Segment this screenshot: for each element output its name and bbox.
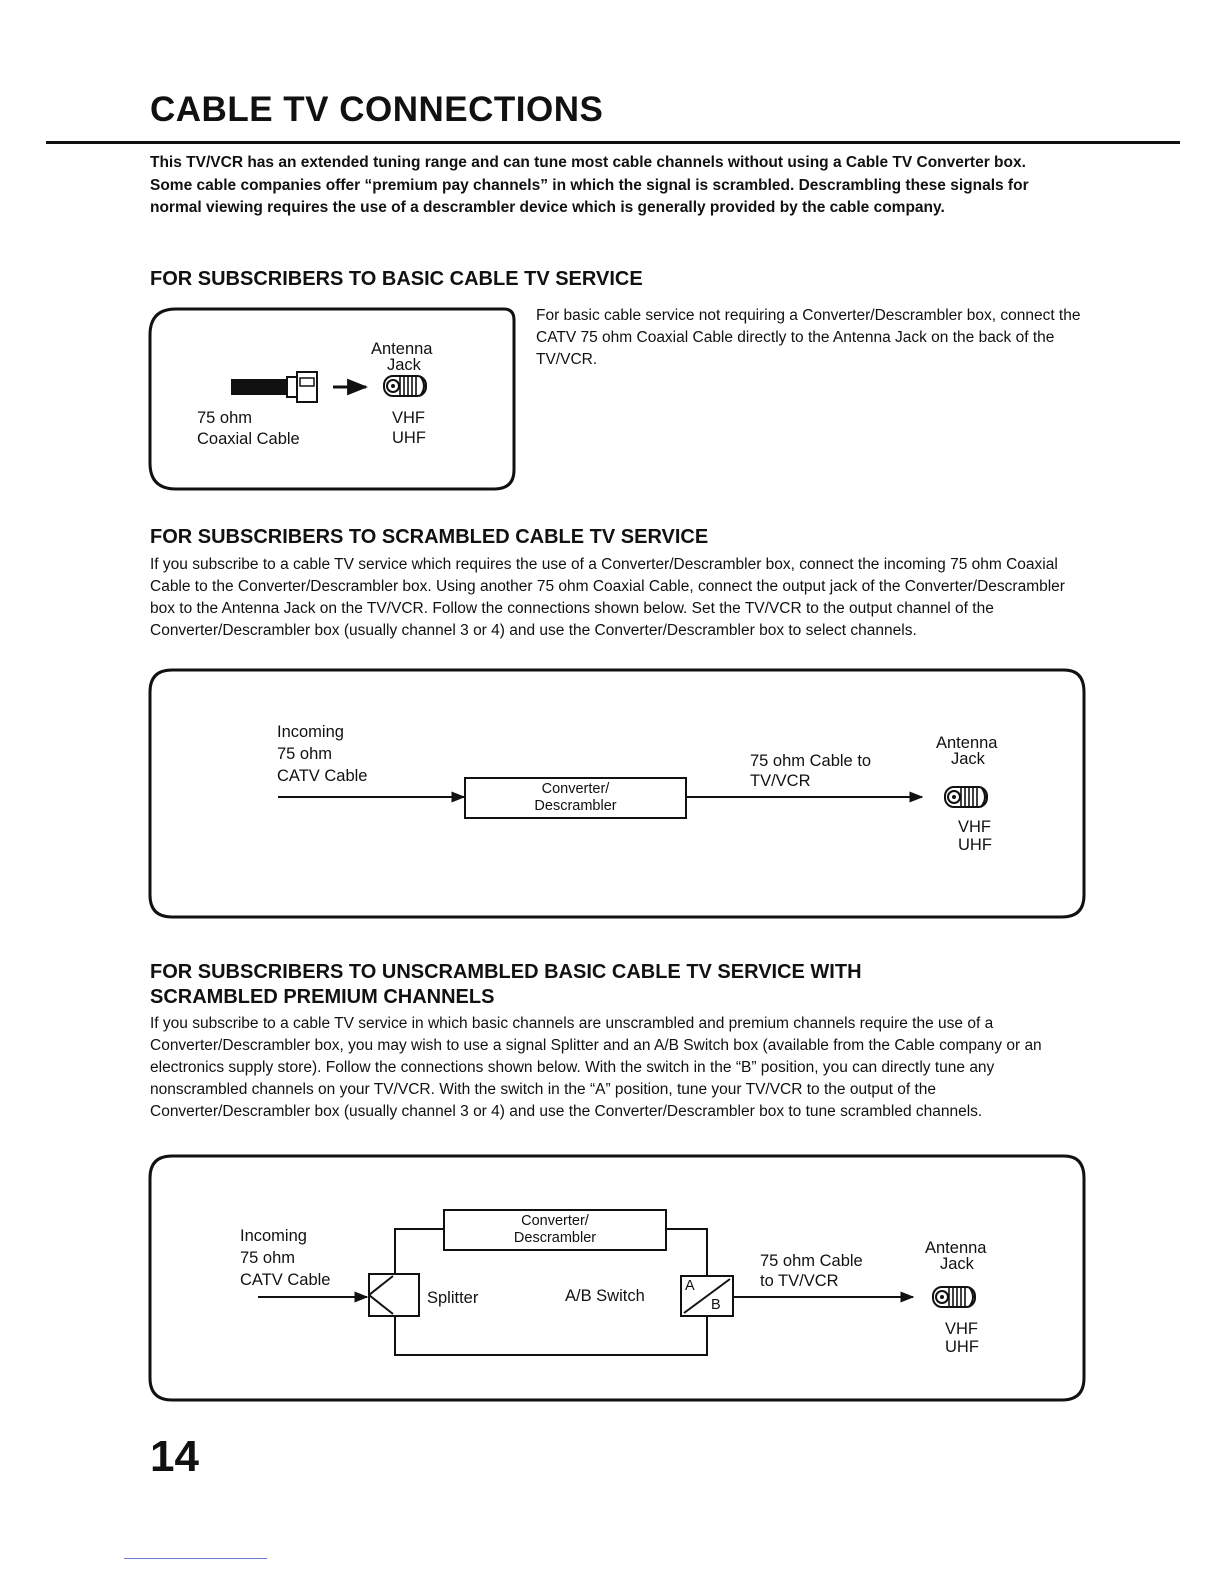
route-top-right bbox=[666, 1229, 707, 1276]
route-bottom bbox=[395, 1316, 707, 1355]
output-cable-label: 75 ohm Cable to bbox=[750, 752, 872, 770]
output-cable-label-3: 75 ohm Cable bbox=[760, 1252, 863, 1270]
jack-label-3: Jack bbox=[940, 1255, 974, 1273]
switch-b-label: B bbox=[711, 1297, 721, 1313]
antenna-label-2: Antenna bbox=[936, 734, 998, 752]
coax-cable-plug bbox=[231, 372, 317, 402]
incoming-ohm-label: 75 ohm bbox=[277, 745, 333, 763]
output-tvvcr-label-3: to TV/VCR bbox=[760, 1272, 839, 1290]
route-top-left bbox=[395, 1229, 444, 1274]
output-tvvcr-label: TV/VCR bbox=[750, 772, 811, 790]
incoming-ohm-label-3: 75 ohm bbox=[240, 1249, 296, 1267]
uhf-label: UHF bbox=[392, 429, 426, 447]
vhf-label: VHF bbox=[392, 409, 425, 427]
converter-label-3: Converter/ bbox=[521, 1213, 589, 1229]
descrambler-label: Descrambler bbox=[534, 798, 617, 814]
antenna-jack-icon bbox=[384, 376, 426, 396]
section3-heading-line1: FOR SUBSCRIBERS TO UNSCRAMBLED BASIC CABLE TV SERVICE WITH bbox=[150, 961, 862, 983]
antenna-label-3: Antenna bbox=[925, 1239, 987, 1257]
cable-ohm-label: 75 ohm bbox=[197, 409, 253, 427]
cable-type-label: Coaxial Cable bbox=[197, 430, 300, 448]
section2-text: If you subscribe to a cable TV service which requires the use of a Converter/Descrambler box, connect the incoming 75 ohm Coaxial Cable to the Converter/Descrambler box. Using another 75 ohm Coaxial Cable, connect the output jack of the Converter/Descrambler box to the Antenna Jack on the TV/VCR. Follow the connections shown below. Set the TV/VCR to the output channel of the Converter/Descrambler box (usually channel 3 or 4) and use the Converter/Descrambler box to select channels. bbox=[150, 556, 1065, 639]
section3-heading-line2: SCRAMBLED PREMIUM CHANNELS bbox=[150, 986, 495, 1008]
uhf-label-2: UHF bbox=[958, 836, 992, 854]
incoming-label-3: Incoming bbox=[240, 1227, 307, 1245]
descrambler-label-3: Descrambler bbox=[513, 1230, 597, 1246]
vhf-label-3: VHF bbox=[945, 1320, 978, 1338]
uhf-label-3: UHF bbox=[945, 1338, 979, 1356]
section3-text: If you subscribe to a cable TV service in which basic channels are unscrambled and premium channels require the use of a Converter/Descrambler box, you may wish to use a signal Splitter and an A/B Switch box (available from the Cable company or an electronics supply store). Follow the connections shown below. With the switch in the “B” position, you can directly tune any nonscrambled channels on your TV/VCR. With the switch in the “A” position, tune your TV/VCR to the output of the Converter/Descrambler box (usually channel 3 or 4) and use the Converter/Descrambler box to tune scrambled channels. bbox=[150, 1015, 1042, 1120]
vhf-label-2: VHF bbox=[958, 818, 991, 836]
antenna-label: Antenna bbox=[371, 340, 433, 358]
incoming-label: Incoming bbox=[277, 723, 344, 741]
section1-heading: FOR SUBSCRIBERS TO BASIC CABLE TV SERVICE bbox=[150, 268, 643, 290]
incoming-catv-label-3: CATV Cable bbox=[240, 1271, 331, 1289]
converter-label: Converter/ bbox=[541, 781, 610, 797]
switch-a-label: A bbox=[685, 1278, 695, 1294]
splitter-box bbox=[369, 1274, 419, 1316]
section2-heading: FOR SUBSCRIBERS TO SCRAMBLED CABLE TV SERVICE bbox=[150, 526, 709, 548]
basic-cable-frame bbox=[150, 309, 514, 489]
antenna-jack-icon-3 bbox=[933, 1287, 975, 1307]
incoming-catv-label: CATV Cable bbox=[277, 767, 368, 785]
footer-line bbox=[124, 1558, 267, 1559]
intro-paragraph: This TV/VCR has an extended tuning range and can tune most cable channels without using a Cable TV Converter box. Some cable companies offer “premium pay channels” in which the signal is scrambled. Descrambling these signals for normal viewing requires the use of a descrambler device which is generally provided by the cable company. bbox=[150, 154, 1029, 216]
splitter-label: Splitter bbox=[427, 1289, 479, 1307]
antenna-jack-icon-2 bbox=[945, 787, 987, 807]
ab-switch-label: A/B Switch bbox=[565, 1287, 645, 1305]
page-number: 14 bbox=[150, 1432, 199, 1481]
page-title: CABLE TV CONNECTIONS bbox=[150, 90, 604, 129]
jack-label-2: Jack bbox=[951, 750, 985, 768]
section1-text: For basic cable service not requiring a Converter/Descrambler box, connect the CATV 75 ohm Coaxial Cable directly to the Antenna Jack on the back of the TV/VCR. bbox=[536, 307, 1081, 368]
jack-label: Jack bbox=[387, 356, 421, 374]
